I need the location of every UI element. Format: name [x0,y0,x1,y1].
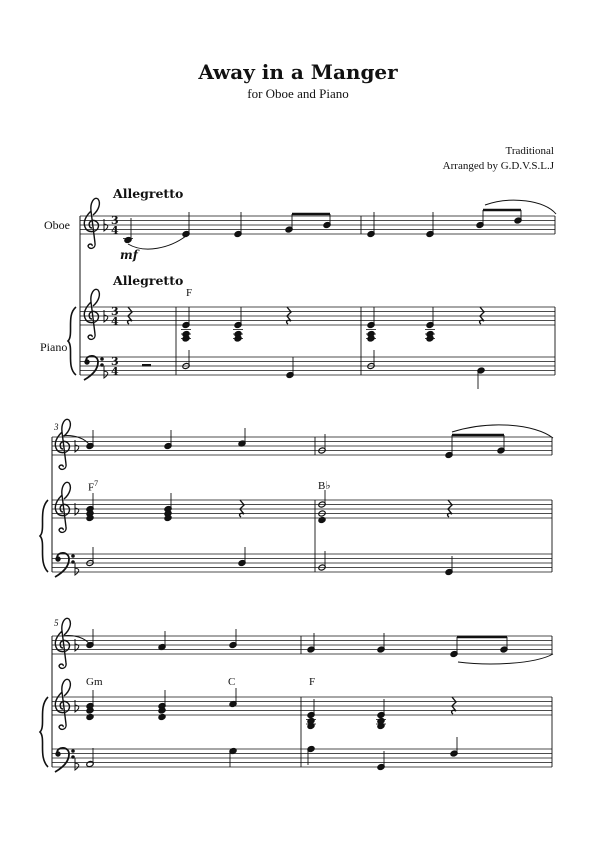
piano-rh-system-1 [128,0,484,342]
svg-text:3: 3 [111,355,119,368]
chord-symbol: B♭ [318,480,331,492]
measure-number: 3 [54,422,59,432]
svg-text:4: 4 [111,315,119,328]
piano-treble-staff [52,697,552,715]
composer-credit: Traditional [505,145,554,157]
oboe-staff [52,636,552,654]
piano-brace [40,500,48,572]
piece-subtitle: for Oboe and Piano [247,86,349,101]
chord-symbol: F [309,676,316,688]
svg-text:4: 4 [111,224,119,237]
piece-title: Away in a Manger [198,60,398,84]
piano-tempo-marking: Allegretto [113,273,184,288]
chord-symbol: C [228,676,236,688]
arranger-credit: Arranged by G.D.V.S.L.J [442,160,554,172]
svg-text:3: 3 [111,214,119,227]
piano-treble-staff [80,307,555,325]
piano-lh-system-2 [86,547,453,576]
oboe-staff [52,437,552,455]
piano-instrument-label: Piano [40,340,68,354]
piano-rh-system-2 [86,490,452,524]
oboe-tempo-marking: Allegretto [113,186,184,201]
oboe-notes-system-3 [62,629,553,664]
system-3 [40,618,553,772]
svg-text:4: 4 [111,365,119,378]
piano-brace [68,307,76,375]
system-2 [40,419,553,577]
piano-bass-staff [52,554,552,572]
piano-lh-system-1 [142,350,485,389]
chord-symbol: $F^7$ [88,479,99,494]
piano-brace [40,697,48,767]
dynamic-marking: mf [120,248,138,262]
svg-text:3: 3 [111,305,119,318]
measure-number: 5 [54,618,59,628]
chord-symbol: Gm [86,676,103,688]
oboe-notes-system-1 [123,200,556,249]
chord-symbol: F [186,287,193,299]
oboe-instrument-label: Oboe [44,218,70,232]
piano-bass-staff [52,749,552,767]
piano-treble-staff [52,500,552,518]
system-1 [68,0,556,389]
piano-rh-system-3 [86,688,456,730]
